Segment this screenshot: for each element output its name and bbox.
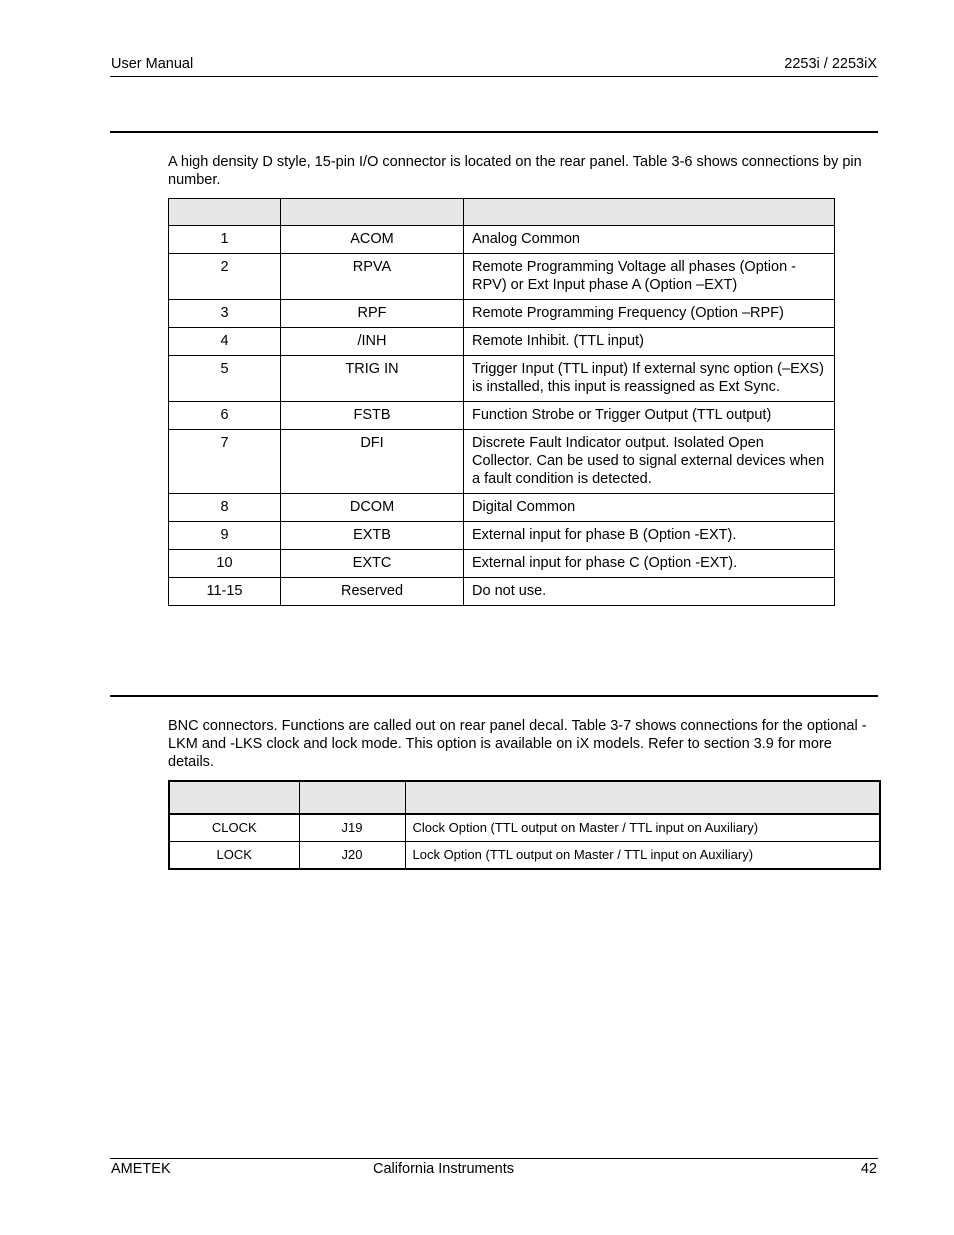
connector-name: CLOCK — [169, 814, 299, 842]
signal-description: Function Strobe or Trigger Output (TTL output) — [464, 402, 835, 430]
signal-description: Analog Common — [464, 226, 835, 254]
table-row — [169, 254, 835, 300]
pin-number: 2 — [169, 254, 281, 300]
section-paragraph: A high density D style, 15-pin I/O connector is located on the rear panel. Table 3-6 shows connections by pin number. — [168, 154, 862, 188]
signal-description: Digital Common — [464, 494, 835, 522]
connector-ref: J19 — [299, 814, 405, 842]
table-row — [169, 430, 835, 494]
signal-description: External input for phase C (Option -EXT). — [464, 550, 835, 578]
pin-number: 7 — [169, 430, 281, 494]
header-title: User Manual — [111, 56, 194, 72]
signal-name: RPVA — [281, 254, 464, 300]
section-paragraph: BNC connectors. Functions are called out on rear panel decal. Table 3-7 shows connections for the optional -LKM and -LKS clock and lock mode. This option is available on iX models. Refer to section 3.9 for more details. — [168, 718, 867, 770]
signal-description: External input for phase B (Option -EXT). — [464, 522, 835, 550]
connector-ref: J20 — [299, 842, 405, 870]
pin-number: 11-15 — [169, 578, 281, 606]
table-row — [169, 578, 835, 606]
signal-description: Trigger Input (TTL input) If external sync option (–EXS) is installed, this input is reassigned as Ext Sync. — [464, 356, 835, 402]
table-header-row — [169, 781, 880, 814]
table-row — [169, 402, 835, 430]
pin-number: 9 — [169, 522, 281, 550]
signal-name: FSTB — [281, 402, 464, 430]
signal-name: Reserved — [281, 578, 464, 606]
signal-description: Discrete Fault Indicator output. Isolated Open Collector. Can be used to signal external devices when a fault condition is detected. — [464, 430, 835, 494]
section-rule — [110, 695, 878, 697]
pin-number: 6 — [169, 402, 281, 430]
header-model: 2253i / 2253iX — [784, 56, 877, 72]
table-row — [169, 494, 835, 522]
connector-description: Clock Option (TTL output on Master / TTL input on Auxiliary) — [405, 814, 880, 842]
signal-description: Remote Programming Frequency (Option –RPF) — [464, 300, 835, 328]
signal-name: ACOM — [281, 226, 464, 254]
pin-number: 10 — [169, 550, 281, 578]
table-row — [169, 550, 835, 578]
table-row — [169, 328, 835, 356]
footer-rule — [110, 1158, 878, 1159]
connector-description: Lock Option (TTL output on Master / TTL input on Auxiliary) — [405, 842, 880, 870]
connector-name: LOCK — [169, 842, 299, 870]
footer-division: California Instruments — [373, 1161, 515, 1177]
signal-name: DCOM — [281, 494, 464, 522]
bnc-connections-table — [168, 780, 881, 870]
table-row — [169, 842, 880, 870]
table-row — [169, 814, 880, 842]
signal-name: TRIG IN — [281, 356, 464, 402]
table-header-row — [169, 199, 835, 226]
footer-company: AMETEK — [111, 1161, 171, 1177]
page-number: 42 — [860, 1161, 877, 1177]
pin-connections-table — [168, 198, 835, 606]
table-row — [169, 522, 835, 550]
pin-number: 8 — [169, 494, 281, 522]
signal-name: /INH — [281, 328, 464, 356]
signal-name: RPF — [281, 300, 464, 328]
signal-description: Remote Programming Voltage all phases (Option -RPV) or Ext Input phase A (Option –EXT) — [464, 254, 835, 300]
header-rule — [110, 76, 878, 77]
pin-number: 4 — [169, 328, 281, 356]
pin-number: 5 — [169, 356, 281, 402]
table-row — [169, 300, 835, 328]
signal-description: Remote Inhibit. (TTL input) — [464, 328, 835, 356]
signal-name: EXTB — [281, 522, 464, 550]
signal-name: EXTC — [281, 550, 464, 578]
section-rule — [110, 131, 878, 133]
signal-description: Do not use. — [464, 578, 835, 606]
pin-number: 3 — [169, 300, 281, 328]
table-row — [169, 356, 835, 402]
pin-number: 1 — [169, 226, 281, 254]
table-row — [169, 226, 835, 254]
signal-name: DFI — [281, 430, 464, 494]
